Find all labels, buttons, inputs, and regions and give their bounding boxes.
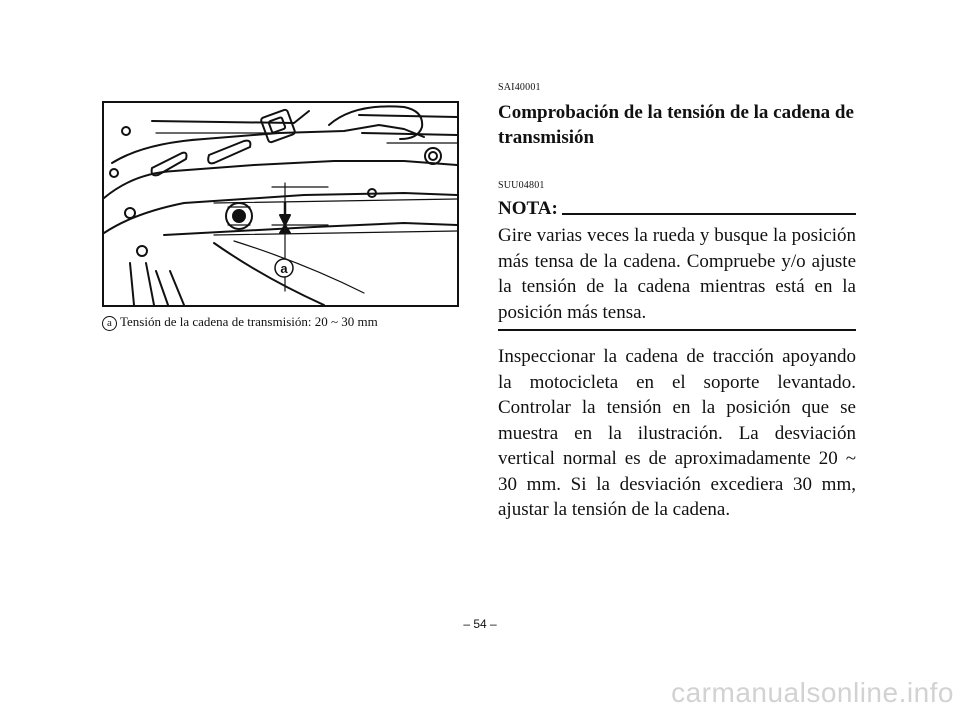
swingarm-drawing [104,103,457,305]
callout-a-label: a [280,261,288,276]
watermark-text: carmanualsonline.info [671,677,954,708]
note-header-rule [562,213,856,215]
note-text: Gire varias veces la rueda y busque la posición más tensa de la cadena. Compruebe y/o ajuste la tensión de la cadena mientras está en la posición más tensa. [498,225,856,323]
body-paragraph: Inspeccionar la cadena de tracción apoyando la motocicleta en el soporte levantado. Controlar la tensión en la posición que se muestra en la ilustración. La desviación vertical normal es de aproximadamente 20 ~ 30 mm. Si la desviación excediera 30 mm, ajustar la tensión de la cadena. [498,346,856,520]
chain-tension-illustration [102,101,459,307]
note-header [498,198,856,220]
page-number: – 54 – [463,617,497,631]
note-end-rule [498,329,856,331]
figure-caption [102,314,378,331]
note-code: SUU04801 [498,180,545,191]
section-code: SAI40001 [498,82,541,93]
figure-caption-text: Tensión de la cadena de transmisión: 20 ~ 30 mm [120,314,378,329]
section-title: Comprobación de la tensión de la cadena de transmisión [498,102,854,148]
callout-a-badge: a [102,316,117,331]
note-label: NOTA: [498,198,558,219]
